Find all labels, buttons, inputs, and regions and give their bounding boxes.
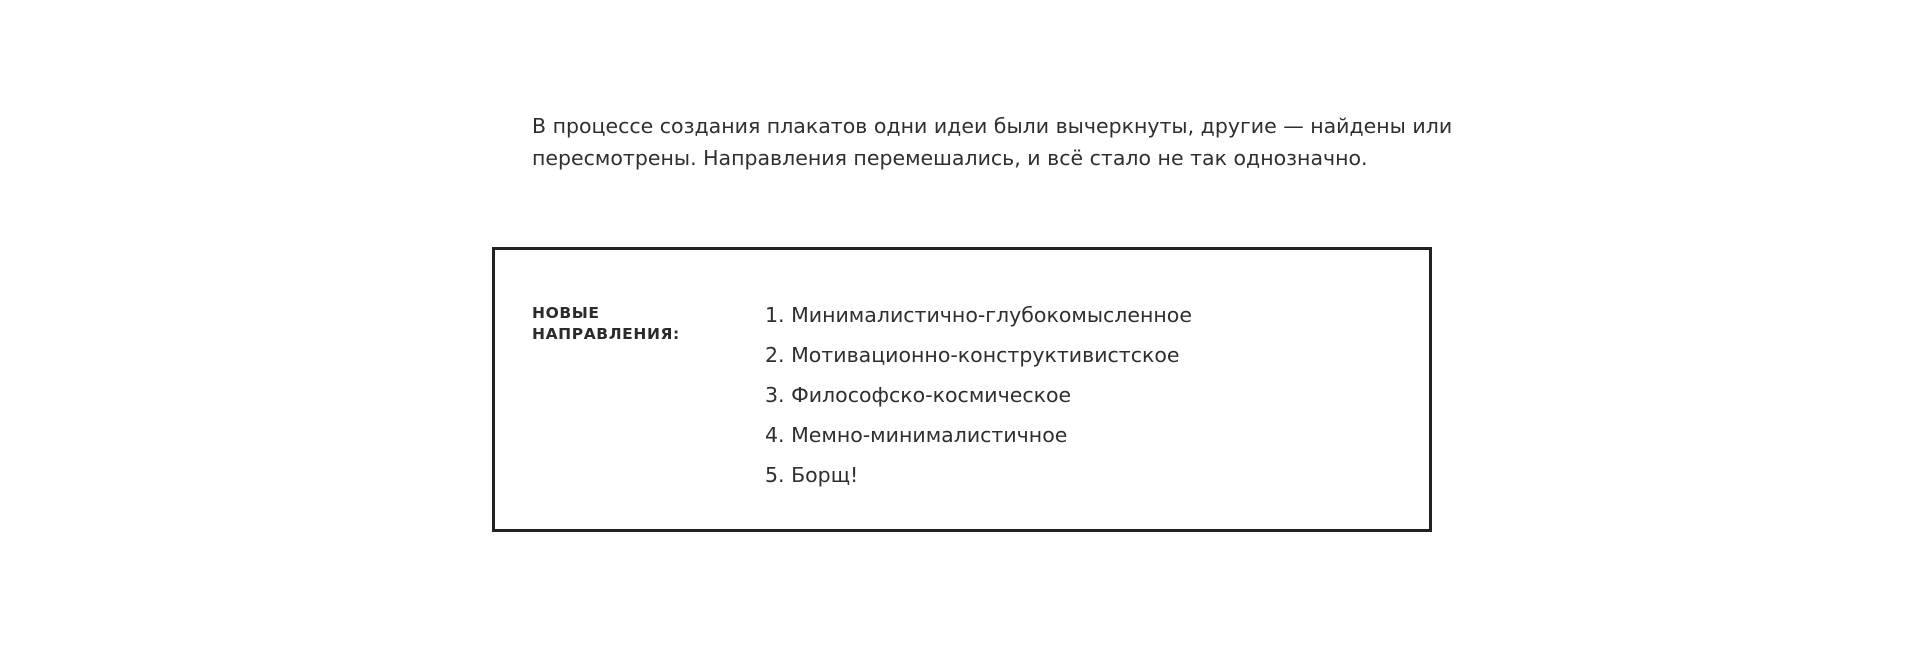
directions-label (532, 303, 680, 345)
list-item: 1. Минималистично-глубокомысленное (765, 303, 1192, 327)
directions-label-line-2: НАПРАВЛЕНИЯ: (532, 325, 680, 343)
list-item: 3. Философско-космическое (765, 383, 1072, 407)
list-item: 4. Мемно-минималистичное (765, 423, 1068, 447)
intro-line-1: В процессе создания плакатов одни идеи были вычеркнуты, другие — найдены или (532, 114, 1453, 138)
intro-line-2: пересмотрены. Направления перемешались, и всё стало не так однозначно. (532, 146, 1368, 170)
list-item: 5. Борщ! (765, 463, 859, 487)
directions-list (765, 295, 1192, 495)
list-item: 2. Мотивационно-конструктивистское (765, 343, 1180, 367)
intro-paragraph (532, 110, 1453, 174)
directions-box (492, 247, 1432, 532)
directions-label-line-1: НОВЫЕ (532, 304, 600, 322)
